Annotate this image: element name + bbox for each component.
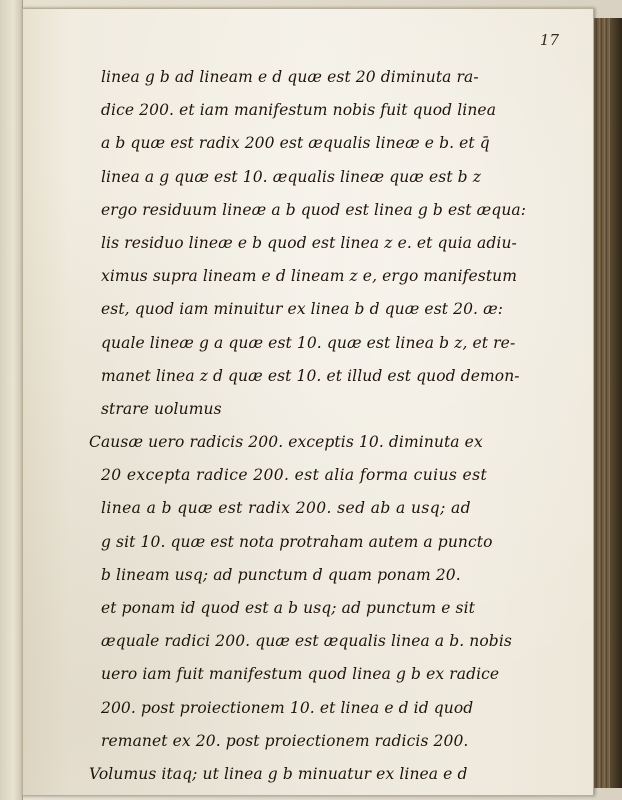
page-number: 17 [539,31,559,49]
text-line: et ponam id quod est a b usq; ad punctum e sit [101,599,475,617]
text-line: a b quæ est radix 200 est æqualis lineæ e b. et q̄ [101,134,490,153]
text-line: g sit 10. quæ est nota protraham autem a puncto [101,532,493,551]
text-line: quale lineæ g a quæ est 10. quæ est linea b z, et re- [101,333,516,352]
text-line: 200. post proiectionem 10. et linea e d id quod [101,698,474,717]
text-line: lis residuo lineæ e b quod est linea z e. et quia adiu- [101,233,517,252]
text-line: æquale radici 200. quæ est æqualis linea a b. nobis [101,632,512,651]
paragraph-start-line: Volumus itaq; ut linea g b minuatur ex linea e d [89,764,468,783]
previous-page-edge [0,0,23,800]
text-line: ergo residuum lineæ a b quod est linea g b est æqua: [101,200,527,219]
text-line: manet linea z d quæ est 10. et illud est quod demon- [101,366,520,385]
text-line: remanet ex 20. post proiectionem radicis 200. [101,731,469,750]
text-line: strare uolumus [101,399,222,418]
paragraph-start-line: Causæ uero radicis 200. exceptis 10. diminuta ex [89,433,483,452]
text-block [89,61,527,791]
text-line: est, quod iam minuitur ex linea b d quæ est 20. æ: [101,300,504,319]
text-line: b lineam usq; ad punctum d quam ponam 20. [101,565,461,584]
text-line: ximus supra lineam e d lineam z e, ergo manifestum [101,267,518,286]
text-line: linea a g quæ est 10. æqualis lineæ quæ est b z [101,167,481,186]
text-line: uero iam fuit manifestum quod linea g b ex radice [101,665,500,684]
text-line: 20 excepta radice 200. est alia forma cuius est [101,466,488,485]
text-line: linea g b ad lineam e d quæ est 20 diminuta ra- [101,68,479,86]
manuscript-page [22,8,594,796]
text-line: linea a b quæ est radix 200. sed ab a usq; ad [101,499,471,518]
text-line: dice 200. et iam manifestum nobis fuit quod linea [101,101,497,120]
